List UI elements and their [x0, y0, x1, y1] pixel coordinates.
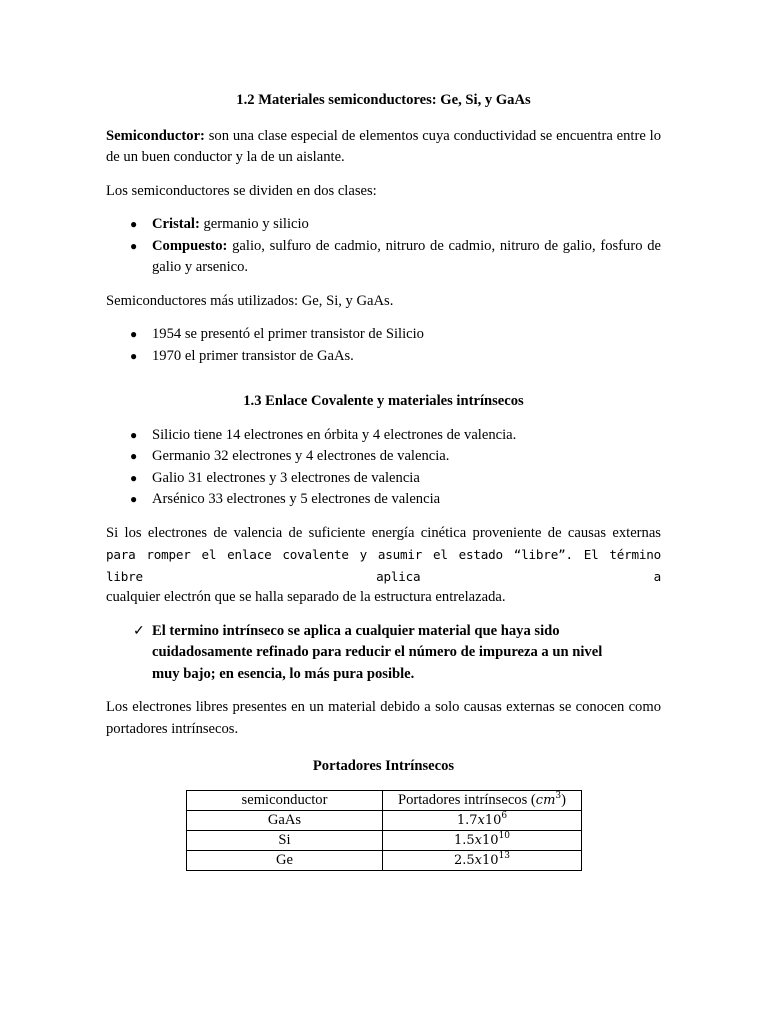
free-electron-paragraph — [106, 523, 661, 609]
carriers-paragraph: Los electrones libres presentes en un material debido a solo causas externas se conocen como portadores intrínsecos. — [106, 699, 661, 737]
check-icon: ✓ — [133, 623, 145, 639]
classes-list — [106, 214, 661, 279]
table-title: Portadores Intrínsecos — [312, 758, 455, 774]
table-cell: $1.7x10^6$ — [383, 810, 582, 830]
bullet-icon: ● — [130, 427, 138, 442]
semiconductor-definition — [106, 126, 661, 169]
section-heading-1-3: 1.3 Enlace Covalente y materiales intrínsecos — [243, 393, 524, 409]
table-header-cell: semiconductor — [187, 790, 383, 810]
electrons-list — [106, 425, 661, 511]
bullet-icon: ● — [130, 470, 138, 485]
definition-text: son una clase especial de elementos cuya conductividad se encuentra entre lo de un buen conductor y la de un aislante. — [106, 127, 661, 165]
classes-intro: Los semiconductores se dividen en dos clases: — [106, 182, 377, 199]
intrinsic-note: ✓ El termino intrínseco se aplica a cualquier material que haya sido cuidadosamente refinado para reducir el número de impureza a un nivel muy bajo; en esencia, lo más pura posible. — [133, 622, 603, 682]
table-cell: GaAs — [187, 810, 383, 830]
list-item: ● Cristal: germanio y silicio — [106, 214, 661, 236]
bullet-icon: ● — [130, 238, 138, 253]
document-content — [106, 90, 661, 871]
bullet-icon: ● — [130, 348, 138, 363]
carriers-table — [186, 790, 582, 871]
table-row — [187, 810, 582, 830]
bullet-icon: ● — [130, 327, 138, 341]
table-header-row — [187, 790, 582, 810]
table-cell: Si — [187, 830, 383, 850]
history-list — [106, 324, 661, 367]
paragraph-line: cualquier electrón que se halla separado de la estructura entrelazada. — [106, 589, 506, 605]
list-item: ● Germanio 32 electrones y 4 electrones de valencia. — [106, 446, 661, 468]
list-item: ● Silicio tiene 14 electrones en órbita y 4 electrones de valencia. — [106, 425, 661, 447]
paragraph-line: Si los electrones de valencia de suficiente energía cinética proveniente de causas externas — [106, 524, 661, 541]
section-heading-1-2: 1.2 Materiales semiconductores: Ge, Si, y GaAs — [236, 92, 531, 108]
list-item: ● 1970 el primer transistor de GaAs. — [106, 346, 661, 368]
table-cell: Ge — [187, 850, 383, 870]
list-item: ● Galio 31 electrones y 3 electrones de valencia — [106, 468, 661, 490]
bullet-icon: ● — [130, 492, 138, 506]
bullet-icon: ● — [130, 217, 138, 231]
table-row — [187, 830, 582, 850]
list-item: ● Arsénico 33 electrones y 5 electrones de valencia — [106, 489, 661, 511]
table-cell: $1.5x10^{10}$ — [383, 830, 582, 850]
table-row — [187, 850, 582, 870]
table-header-cell: Portadores intrínsecos $(cm^3)$ — [383, 790, 582, 810]
paragraph-line: para romper el enlace covalente y asumir el estado “libre”. El término libre aplica a — [106, 547, 661, 584]
table-cell: $2.5x10^{13}$ — [383, 850, 582, 870]
most-used-line: Semiconductores más utilizados: Ge, Si, y GaAs. — [106, 292, 394, 309]
list-item: ● Compuesto: galio, sulfuro de cadmio, nitruro de cadmio, nitruro de galio, fosfuro de galio y arsenico. — [130, 237, 661, 275]
list-item: ● 1954 se presentó el primer transistor de Silicio — [106, 324, 661, 346]
bullet-icon: ● — [130, 449, 138, 463]
definition-term: Semiconductor: — [106, 127, 205, 144]
